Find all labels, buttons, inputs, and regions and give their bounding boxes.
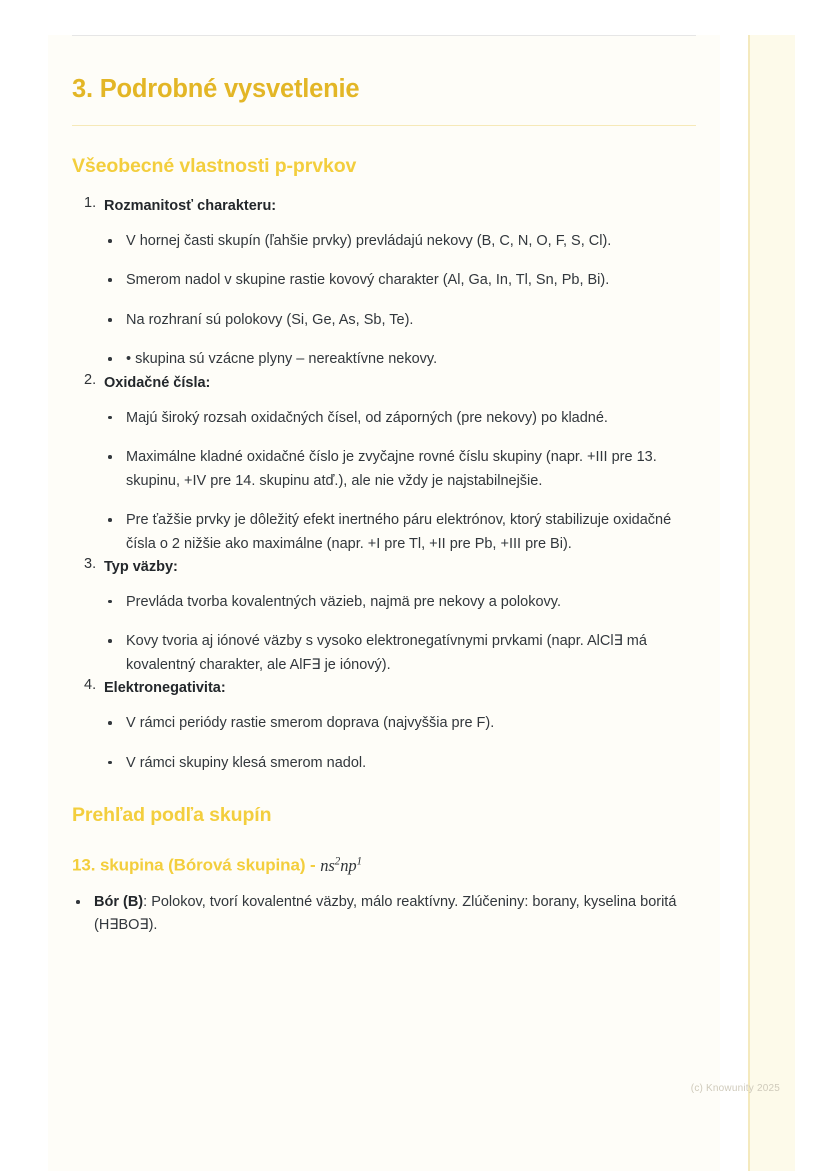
formula-ns-exponent: 2 [334,855,341,868]
section-heading-groups: Prehľad podľa skupín [72,804,272,826]
formula-ns: ns [320,855,335,875]
list-item-title: Elektronegativita: [104,680,226,697]
sub-bullet-list [104,712,696,775]
sub-bullet: Kovy tvoria aj iónové väzby s vysoko elektronegatívnymi prvkami (napr. AlCl∃ má kovalentný charakter, ale AlF∃ je iónový). [104,630,696,677]
element-description-boron: : Polokov, tvorí kovalentné väzby, málo reaktívny. Zlúčeniny: borany, kyselina boritá (H∃BO∃). [94,893,677,934]
sub-bullet-list [104,407,696,556]
sub-bullet: Majú široký rozsah oxidačných čísel, od záporných (pre nekovy) po kladné. [104,407,696,430]
sub-bullet: V rámci skupiny klesá smerom nadol. [104,752,696,775]
element-name-boron: Bór (B) [94,893,144,910]
formula-np-exponent: 1 [356,855,363,868]
sub-bullet-list [104,591,696,677]
sub-bullet: Prevláda tvorba kovalentných väzieb, najmä pre nekovy a polokovy. [104,591,696,614]
sub-bullet: Pre ťažšie prvky je dôležitý efekt inertného páru elektrónov, ktorý stabilizuje oxidačné čísla o 2 nižšie ako maximálne (napr. +I pre Tl, +II pre Pb, +III pre Bi). [104,509,696,556]
title-divider [72,125,696,126]
subsection-heading-group-13 [72,854,696,877]
formula-np: np [340,855,357,875]
group-13-label: 13. skupina (Bórová skupina) - [72,855,321,875]
sub-bullet: • skupina sú vzácne plyny – nereaktívne nekovy. [104,348,696,371]
list-item-title: Typ väzby: [104,559,178,576]
group-13-element-list [72,891,696,938]
list-item-bond-type [72,556,696,677]
list-item-boron [72,891,696,938]
list-item-diversity [72,195,696,372]
top-divider [72,35,696,36]
sub-bullet-list [104,230,696,372]
sub-bullet: Smerom nadol v skupine rastie kovový charakter (Al, Ga, In, Tl, Sn, Pb, Bi). [104,269,696,292]
sub-bullet: V hornej časti skupín (ľahšie prvky) prevládajú nekovy (B, C, N, O, F, S, Cl). [104,230,696,253]
sub-bullet: Na rozhraní sú polokovy (Si, Ge, As, Sb, Te). [104,309,696,332]
section-heading-general: Všeobecné vlastnosti p-prvkov [72,154,357,177]
sub-bullet: Maximálne kladné oxidačné číslo je zvyčajne rovné číslu skupiny (napr. +III pre 13. skupinu, +IV pre 14. skupinu atď.), ale nie vždy je najstabilnejšie. [104,446,696,493]
sub-bullet: V rámci periódy rastie smerom doprava (najvyššia pre F). [104,712,696,735]
right-accent-stripe [748,35,795,1171]
list-item-title: Rozmanitosť charakteru: [104,198,277,215]
list-item-title: Oxidačné čísla: [104,374,211,391]
document-content-panel [48,35,720,1171]
list-item-oxidation-numbers [72,372,696,556]
general-properties-list [72,195,696,775]
copyright-watermark: (c) Knowunity 2025 [690,1083,780,1094]
list-item-electronegativity [72,677,696,775]
page-title: 3. Podrobné vysvetlenie [72,75,360,103]
electron-configuration-formula [320,856,362,875]
